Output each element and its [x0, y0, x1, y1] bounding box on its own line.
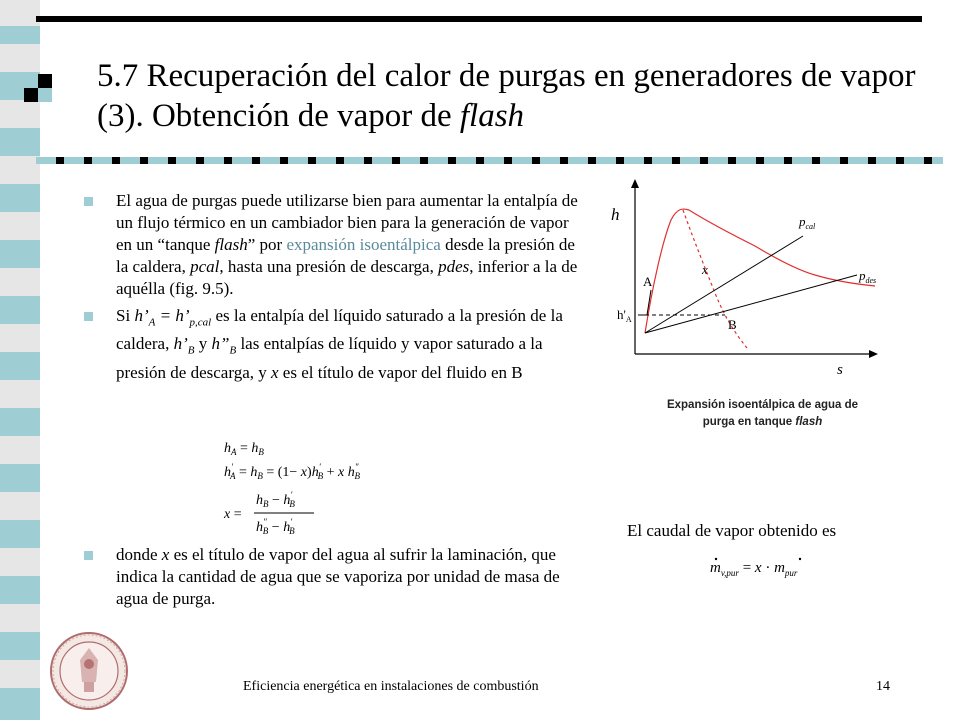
- saturation-curve: [645, 209, 875, 333]
- caudal-equation: [708, 552, 848, 580]
- bullet1-italic-pcal: pcal: [190, 257, 220, 276]
- bullet1-italic-flash: flash: [214, 235, 248, 254]
- bullet2-text: Si: [116, 306, 135, 325]
- bullet1-italic-pdes: pdes: [438, 257, 470, 276]
- university-seal-logo: [48, 630, 130, 712]
- bullet-marker: [84, 312, 93, 321]
- bullet-item-2: [80, 305, 580, 384]
- caudal-text: El caudal de vapor obtenido es: [627, 521, 837, 540]
- footer-text: Eficiencia energética en instalaciones de combustión: [243, 679, 539, 694]
- equations-block: [222, 438, 442, 538]
- figure-caption: [635, 397, 890, 431]
- bullet1-text: , hasta una presión de descarga,: [219, 257, 439, 276]
- title-text: 5.7 Recuperación del calor de purgas en generadores de vapor (3). Obtención de vapor de: [97, 58, 916, 134]
- bullet2-sub: A: [148, 316, 156, 329]
- bullet2-italic: = h’: [155, 306, 190, 325]
- bullet3-text: donde: [116, 545, 162, 564]
- bullet2-sub: B: [187, 344, 195, 357]
- bullet-item-1: [80, 190, 580, 300]
- svg-text:h"B − h'B: h" B − h' B: [256, 517, 295, 536]
- bullet2-text: es la entalpía del líquido saturado a la presión de la caldera,: [116, 306, 563, 354]
- caption-line1: Expansión isoentálpica de agua de: [666, 399, 859, 411]
- bullet1-text: El agua de purgas puede utilizarse bien para aumentar la entalpía de un flujo térmico en un cambiador bien para la generación de vapor en un “tanque: [116, 191, 578, 254]
- svg-text:mv,pur = x · mpur: $m_{v,pur} = x \cdot m_{pur}$: [710, 560, 798, 578]
- svg-text:hB − h'B: $h_B - h'$ B: [256, 490, 295, 509]
- bullet2-text: las entalpías de líquido y vapor saturado a la presión de descarga, y: [116, 334, 543, 382]
- left-decorative-strip: [0, 0, 40, 720]
- bullet2-italic-x: x: [271, 362, 279, 382]
- bullet2-sub: p,cal: [189, 316, 212, 329]
- svg-text:x =: x =: [224, 507, 242, 522]
- title-rule: [36, 157, 943, 164]
- slide-title: [97, 56, 917, 136]
- quality-line-x: [683, 210, 747, 348]
- bullet-item-3: [80, 544, 580, 615]
- bullet1-highlight: expansión isoentálpica: [286, 235, 441, 254]
- equation-1: $h_A = h_B$: [224, 441, 264, 457]
- bullet2-italic: h”: [211, 334, 230, 354]
- equation-3: [223, 490, 314, 536]
- label-B: B: [728, 317, 737, 332]
- isobar-pcal: [645, 236, 803, 333]
- bullet1-text: desde la presión de la caldera,: [116, 235, 575, 276]
- label-A: A: [643, 274, 653, 289]
- bullet2-sub: B: [229, 344, 237, 357]
- top-black-line: [36, 16, 922, 22]
- bullet2-text: y: [194, 334, 212, 354]
- caption-italic: flash: [795, 416, 823, 428]
- bullet3-text: es el título de vapor del agua al sufrir la laminación, que indica la cantidad de agua que se vaporiza por unidad de masa de agua de purga.: [116, 545, 560, 608]
- label-x: x: [702, 262, 708, 277]
- bullet1-text: , inferior a la de aquélla (fig. 9.5).: [116, 257, 578, 298]
- x-axis-arrow: [869, 350, 878, 358]
- bullet2-italic: h’: [134, 306, 149, 325]
- label-pcal: $p_{cal}$: [799, 214, 816, 231]
- bullet2-text: es el título de vapor del fluido en B: [278, 362, 523, 382]
- title-italic: flash: [459, 98, 525, 134]
- bullet2-italic: h’: [173, 334, 188, 354]
- bullet1-text: ” por: [247, 235, 287, 254]
- bullet-marker: [84, 551, 93, 560]
- equation-2: h' $A = h_B = (1- x)h'$ B + x h" B: [224, 462, 361, 481]
- isobar-pdes: [645, 275, 857, 333]
- bullet-marker: [84, 197, 93, 206]
- page-number: 14: [876, 679, 890, 694]
- caption-line2: purga en tanque: [702, 416, 796, 428]
- hs-diagram: [605, 178, 895, 378]
- axis-label-h: h: [611, 205, 620, 224]
- y-axis-arrow: [631, 179, 639, 188]
- axis-label-s: s: [837, 362, 843, 378]
- label-hA: $h'_A$: [617, 307, 632, 324]
- label-pdes: $p_{des}$: [859, 268, 877, 285]
- bullet3-italic-x: x: [161, 545, 170, 564]
- bullet3-body: [80, 544, 580, 610]
- bullet-list: [80, 190, 580, 389]
